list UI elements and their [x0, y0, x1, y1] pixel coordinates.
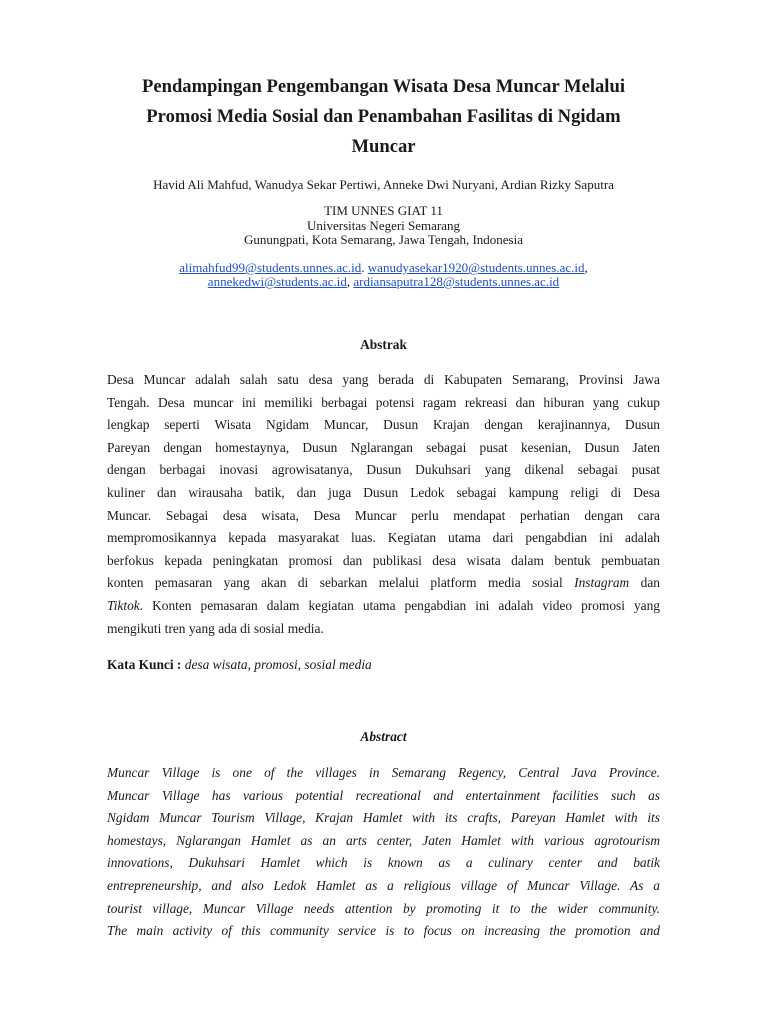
abstract-line: innovations, Dukuhsari Hamlet which is known as a culinary center and batik	[107, 855, 660, 871]
email-link[interactable]: wanudyasekar1920@students.unnes.ac.id	[367, 260, 585, 275]
abstract-heading: Abstract	[360, 729, 407, 744]
abstract-line: The main activity of this community service is to focus on increasing the promotion and	[107, 923, 660, 939]
abstrak-line: mengikuti tren yang ada di sosial media.	[107, 620, 324, 636]
abstrak-line: berfokus kepada peningkatan promosi dan publikasi desa wisata dalam bentuk pembuatan	[107, 552, 660, 568]
email-separator: ,	[584, 260, 588, 275]
abstrak-line: Tengah. Desa muncar ini memiliki berbagai potensi ragam rekreasi dan hiburan yang cukup	[107, 394, 660, 410]
abstrak-text: . Konten pemasaran dalam kegiatan utama pengabdian ini adalah video promosi yang	[139, 597, 660, 613]
abstract-line: Ngidam Muncar Tourism Village, Krajan Hamlet with its crafts, Pareyan Hamlet with its	[107, 810, 660, 826]
abstract-line: Muncar Village has various potential recreational and entertainment facilities such as	[107, 787, 660, 803]
abstrak-text: konten pemasaran yang akan di sebarkan melalui platform media sosial	[107, 575, 575, 591]
abstrak-line: Desa Muncar adalah salah satu desa yang berada di Kabupaten Semarang, Provinsi Jawa	[107, 372, 660, 387]
abstract-body	[107, 762, 660, 943]
abstract-line: homestays, Nglarangan Hamlet as an arts center, Jaten Hamlet with various agrotourism	[107, 832, 660, 848]
affiliation-block	[107, 204, 660, 248]
abstrak-line: dengan berbagai inovasi agrowisatanya, Dusun Dukuhsari yang dikenal sebagai pusat	[107, 462, 660, 478]
abstrak-italic-term: Instagram	[574, 575, 630, 591]
title-line: Pendampingan Pengembangan Wisata Desa Muncar Melalui	[142, 76, 625, 97]
email-link[interactable]: alimahfud99@students.unnes.ac.id	[179, 260, 362, 275]
author-list: Havid Ali Mahfud, Wanudya Sekar Pertiwi, Anneke Dwi Nuryani, Ardian Rizky Saputra	[153, 177, 614, 192]
email-separator: .	[361, 260, 368, 275]
abstrak-line: Pareyan dengan homestaynya, Dusun Nglarangan sebagai pusat kesenian, Dusun Jaten	[107, 439, 660, 455]
university-name: Universitas Negeri Semarang	[306, 217, 461, 233]
abstract-line: entrepreneurship, and also Ledok Hamlet as a religious village of Muncar Village. As a	[107, 877, 660, 893]
abstract-line: tourist village, Muncar Village needs attention by promoting it to the wider community.	[107, 900, 660, 916]
abstract-line: Muncar Village is one of the villages in Semarang Regency, Central Java Province.	[107, 765, 660, 780]
abstrak-italic-term: Tiktok	[107, 597, 140, 613]
title-line: Muncar	[351, 136, 416, 157]
email-link[interactable]: annekedwi@students.ac.id	[207, 274, 347, 289]
abstrak-line: mempromosikannya kepada masyarakat luas. Kegiatan utama dari pengabdian ini adalah	[107, 530, 660, 546]
abstrak-line: kuliner dan wirausaha batik, dan juga Dusun Ledok sebagai kampung religi di Desa	[107, 484, 660, 500]
abstrak-line: Muncar. Sebagai desa wisata, Desa Muncar perlu mendapat perhatian dengan cara	[107, 507, 660, 523]
abstrak-line	[107, 595, 660, 618]
title-line: Promosi Media Sosial dan Penambahan Fasilitas di Ngidam	[146, 106, 621, 127]
keywords-label: Kata Kunci :	[107, 657, 185, 672]
keywords-line	[107, 655, 660, 675]
email-separator: ,	[346, 274, 354, 289]
email-link[interactable]: ardiansaputra128@students.unnes.ac.id	[353, 274, 560, 289]
abstrak-heading: Abstrak	[360, 337, 407, 352]
paper-title	[97, 72, 670, 162]
abstrak-line	[107, 572, 660, 595]
keywords-value: desa wisata, promosi, sosial media	[184, 657, 372, 672]
team-name: TIM UNNES GIAT 11	[324, 203, 443, 218]
email-block	[107, 261, 660, 289]
abstrak-body	[107, 369, 660, 640]
abstrak-text: dan	[629, 575, 661, 591]
university-address: Gunungpati, Kota Semarang, Jawa Tengah, Indonesia	[244, 232, 523, 247]
abstrak-line: lengkap seperti Wisata Ngidam Muncar, Dusun Krajan dengan kerajinannya, Dusun	[107, 417, 660, 433]
